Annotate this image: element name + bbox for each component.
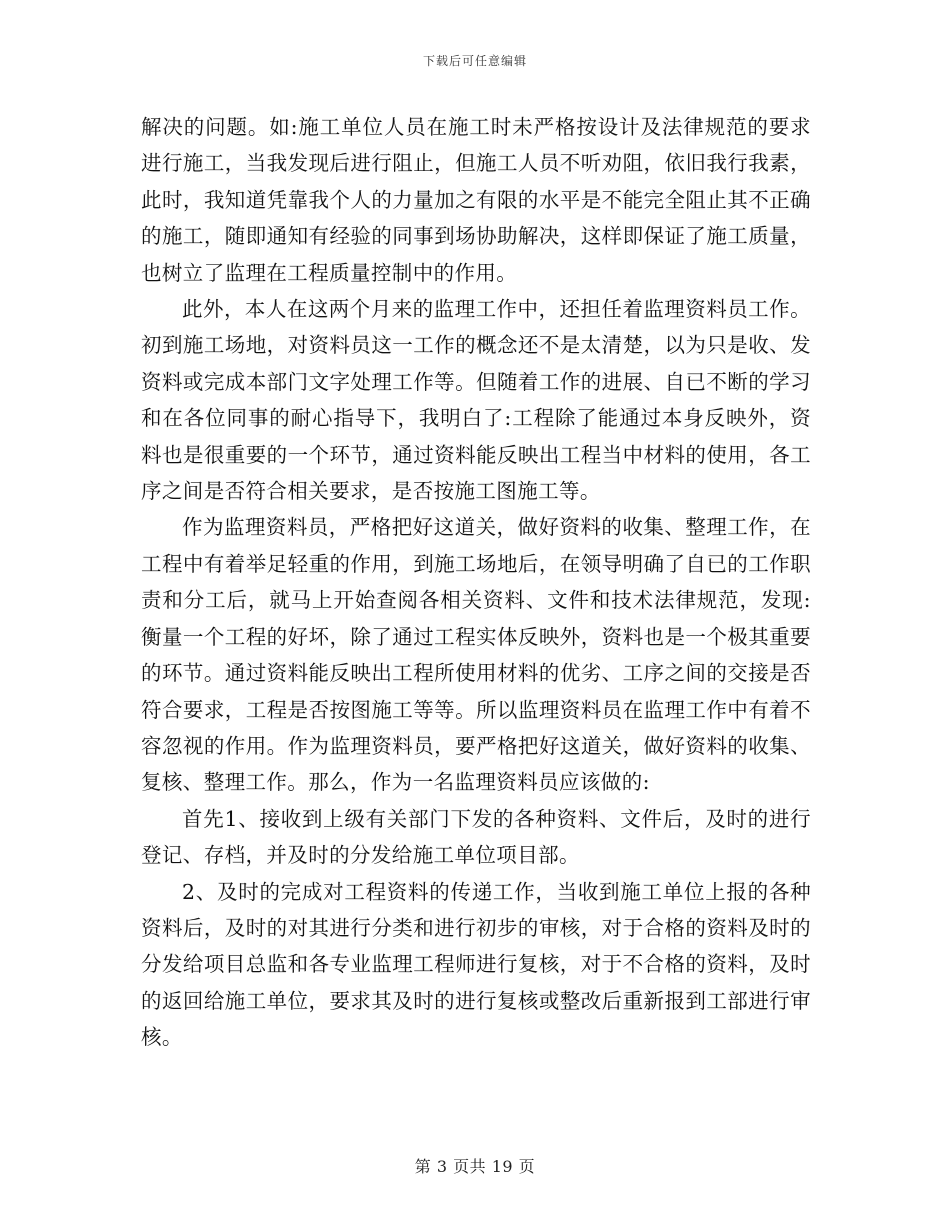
paragraph-2: 此外，本人在这两个月来的监理工作中，还担任着监理资料员工作。初到施工场地，对资料员这一工作的概念还不是太清楚，以为只是收、发资料或完成本部门文字处理工作等。但随着工作的进展、自已不断的学习和在各位同事的耐心指导下，我明白了:工程除了能通过本身反映外，资料也是很重要的一个环节，通过资料能反映出工程当中材料的使用，各工序之间是否符合相关要求，是否按施工图施工等。: [141, 297, 811, 504]
document-body: [141, 109, 811, 1056]
paragraph-5: 2、及时的完成对工程资料的传递工作，当收到施工单位上报的各种资料后，及时的对其进行分类和进行初步的审核，对于合格的资料及时的分发给项目总监和各专业监理工程师进行复核，对于不合格的资料，及时的返回给施工单位，要求其及时的进行复核或整改后重新报到工部进行审核。: [141, 879, 811, 1050]
paragraph-4: 首先1、接收到上级有关部门下发的各种资料、文件后，及时的进行登记、存档，并及时的分发给施工单位项目部。: [141, 806, 811, 868]
page-number: 第 3 页共 19 页: [414, 1157, 536, 1176]
paragraph-1: 解决的问题。如:施工单位人员在施工时未严格按设计及法律规范的要求进行施工，当我发现后进行阻止，但施工人员不听劝阻，依旧我行我素，此时，我知道凭靠我个人的力量加之有限的水平是不能完全阻止其不正确的施工，随即通知有经验的同事到场协助解决，这样即保证了施工质量，也树立了监理在工程质量控制中的作用。: [141, 115, 811, 285]
page-header: 下载后可任意编辑: [422, 54, 527, 68]
paragraph-3: 作为监理资料员，严格把好这道关，做好资料的收集、整理工作，在工程中有着举足轻重的作用，到施工场地后，在领导明确了自已的工作职责和分工后，就马上开始查阅各相关资料、文件和技术法律规范，发现:衡量一个工程的好坏，除了通过工程实体反映外，资料也是一个极其重要的环节。通过资料能反映出工程所使用材料的优劣、工序之间的交接是否符合要求，工程是否按图施工等等。所以监理资料员在监理工作中有着不容忽视的作用。作为监理资料员，要严格把好这道关，做好资料的收集、复核、整理工作。那么，作为一名监理资料员应该做的:: [141, 515, 811, 795]
